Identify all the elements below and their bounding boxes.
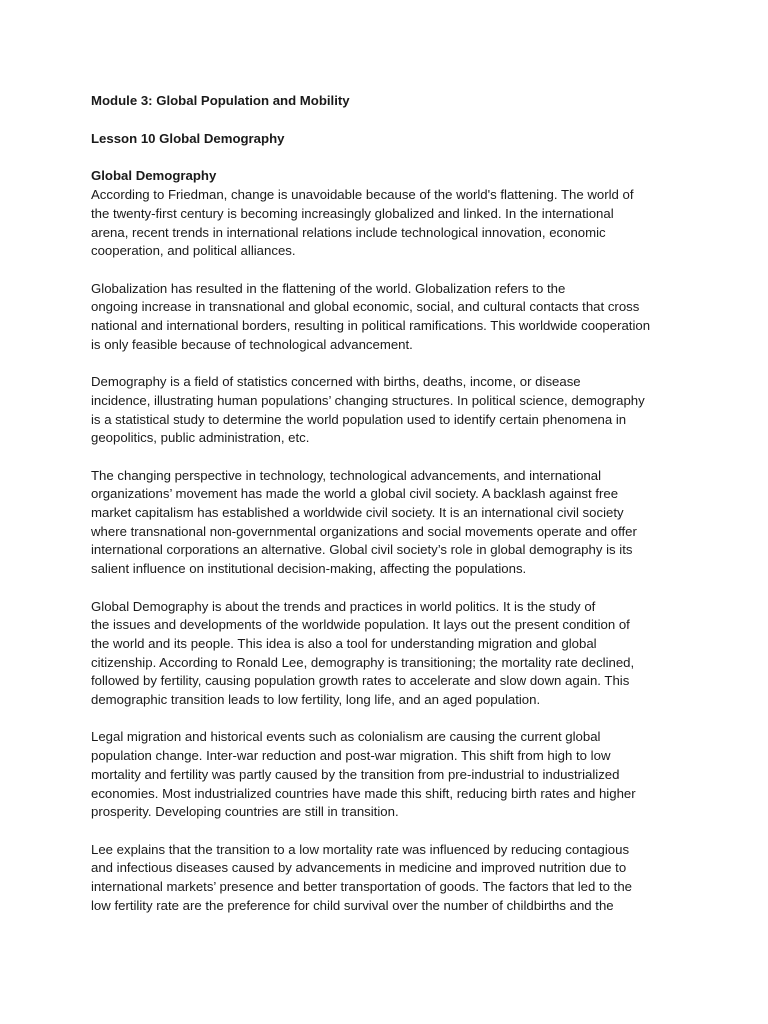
paragraph-line: mortality and fertility was partly caused by the transition from pre-industrial to industrialized	[91, 766, 620, 782]
paragraph-line: followed by fertility, causing population growth rates to accelerate and slow down again. This	[91, 673, 630, 689]
paragraph-line: demographic transition leads to low fertility, long life, and an aged population.	[91, 692, 541, 708]
paragraph-line: Global Demography is about the trends and practices in world politics. It is the study of	[91, 598, 596, 614]
paragraph-line: international corporations an alternative. Global civil society’s role in global demography is its	[91, 542, 633, 558]
paragraph-line: market capitalism has established a worldwide civil society. It is an international civil society	[91, 505, 624, 521]
paragraph-line: citizenship. According to Ronald Lee, demography is transitioning; the mortality rate declined,	[91, 654, 635, 670]
paragraph-line: ongoing increase in transnational and global economic, social, and cultural contacts that cross	[91, 299, 640, 315]
document-body	[91, 92, 691, 934]
paragraph	[91, 598, 691, 710]
paragraph-line: incidence, illustrating human populations’ changing structures. In political science, demography	[91, 392, 645, 408]
paragraph-line: The changing perspective in technology, technological advancements, and international	[91, 467, 602, 483]
paragraph-line: cooperation, and political alliances.	[91, 243, 296, 259]
paragraph	[91, 280, 691, 355]
paragraph-line: the world and its people. This idea is also a tool for understanding migration and global	[91, 635, 597, 651]
paragraphs-container	[91, 186, 691, 915]
paragraph-line: population change. Inter-war reduction and post-war migration. This shift from high to low	[91, 748, 611, 764]
paragraph-line: Demography is a field of statistics concerned with births, deaths, income, or disease	[91, 374, 581, 390]
paragraph	[91, 467, 691, 579]
paragraph-line: the issues and developments of the worldwide population. It lays out the present condition of	[91, 617, 630, 633]
paragraph-line: is only feasible because of technological advancement.	[91, 336, 413, 352]
paragraph	[91, 841, 691, 916]
paragraph-line: Lee explains that the transition to a low mortality rate was influenced by reducing contagious	[91, 841, 630, 857]
paragraph-line: economies. Most industrialized countries have made this shift, reducing birth rates and higher	[91, 785, 636, 801]
paragraph-line: prosperity. Developing countries are still in transition.	[91, 804, 399, 820]
paragraph-line: Globalization has resulted in the flattening of the world. Globalization refers to the	[91, 280, 566, 296]
lesson-title: Lesson 10 Global Demography	[91, 130, 285, 146]
paragraph-line: salient influence on institutional decision-making, affecting the populations.	[91, 561, 527, 577]
paragraph-line: According to Friedman, change is unavoidable because of the world's flattening. The world of	[91, 187, 634, 203]
section-heading: Global Demography	[91, 168, 217, 184]
paragraph	[91, 373, 691, 448]
paragraph-line: where transnational non-governmental organizations and social movements operate and offer	[91, 523, 637, 539]
paragraph-line: low fertility rate are the preference for child survival over the number of childbirths and the	[91, 897, 614, 913]
paragraph-line: the twenty-first century is becoming increasingly globalized and linked. In the international	[91, 205, 614, 221]
paragraph-line: organizations’ movement has made the world a global civil society. A backlash against free	[91, 486, 619, 502]
paragraph-line: national and international borders, resulting in political ramifications. This worldwide cooperation	[91, 318, 651, 334]
paragraph-line: Legal migration and historical events such as colonialism are causing the current global	[91, 729, 601, 745]
paragraph	[91, 186, 691, 261]
paragraph-line: is a statistical study to determine the world population used to identify certain phenomena in	[91, 411, 627, 427]
module-title: Module 3: Global Population and Mobility	[91, 93, 350, 108]
paragraph-line: international markets’ presence and better transportation of goods. The factors that led to the	[91, 879, 633, 895]
paragraph-line: geopolitics, public administration, etc.	[91, 430, 310, 446]
paragraph	[91, 728, 691, 822]
paragraph-line: arena, recent trends in international relations include technological innovation, economic	[91, 224, 606, 240]
paragraph-line: and infectious diseases caused by advancements in medicine and improved nutrition due to	[91, 860, 627, 876]
